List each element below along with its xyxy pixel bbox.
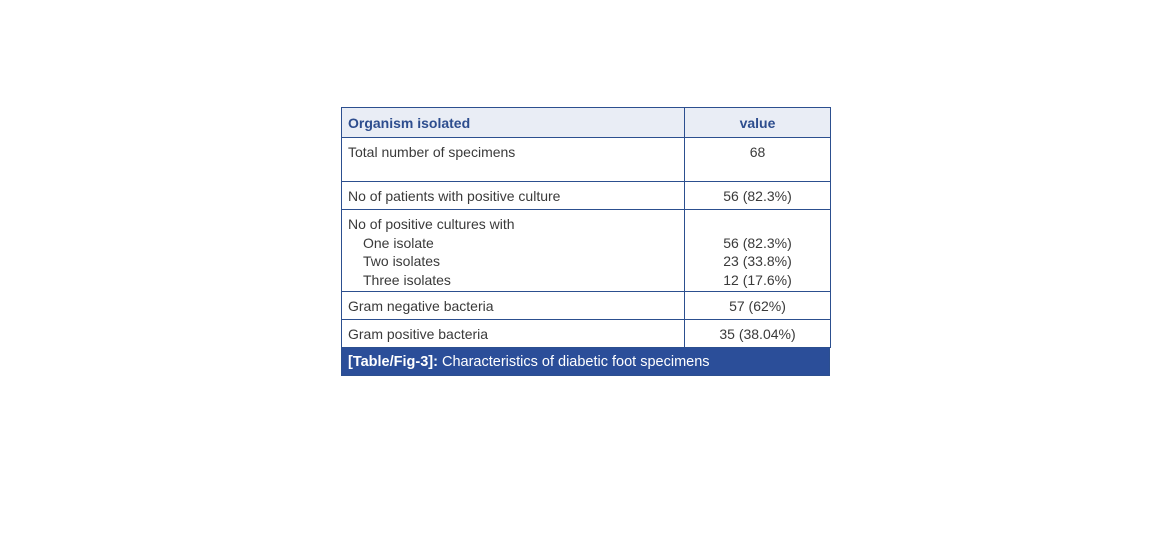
row-label-gram-negative: Gram negative bacteria <box>342 292 685 320</box>
row-value-gram-negative: 57 (62%) <box>685 292 831 320</box>
table-row <box>342 292 831 320</box>
sub-label-two-isolates: Two isolates <box>363 253 441 269</box>
specimen-table <box>341 107 831 348</box>
row-value-gram-positive: 35 (38.04%) <box>685 320 831 348</box>
sub-label-three-isolates: Three isolates <box>363 271 451 288</box>
row-values-positive-cultures-with <box>685 210 831 292</box>
row-label-positive-cultures-with <box>342 210 685 292</box>
row-value-positive-culture: 56 (82.3%) <box>685 182 831 210</box>
table-row <box>342 320 831 348</box>
sub-value-two-isolates: 23 (33.8%) <box>723 253 792 269</box>
table-row <box>342 210 831 292</box>
table-header-row <box>342 108 831 138</box>
spacer <box>685 215 830 234</box>
sub-value-one-isolate: 56 (82.3%) <box>723 234 792 251</box>
caption-text: Characteristics of diabetic foot specimens <box>437 354 710 370</box>
sub-value-three-isolates: 12 (17.6%) <box>723 271 792 288</box>
row-value-total-specimens: 68 <box>685 138 831 182</box>
table-caption <box>341 348 830 376</box>
row-label-gram-positive: Gram positive bacteria <box>342 320 685 348</box>
multi-heading: No of positive cultures with <box>348 216 515 232</box>
row-label-positive-culture: No of patients with positive culture <box>342 182 685 210</box>
row-label-total-specimens: Total number of specimens <box>342 138 685 182</box>
header-value: value <box>685 108 831 138</box>
sub-label-one-isolate: One isolate <box>363 234 434 251</box>
table-row <box>342 138 831 182</box>
table-row <box>342 182 831 210</box>
caption-reference: [Table/Fig-3]: <box>348 354 438 370</box>
specimen-table-figure <box>341 107 830 376</box>
header-organism-isolated: Organism isolated <box>342 108 685 138</box>
